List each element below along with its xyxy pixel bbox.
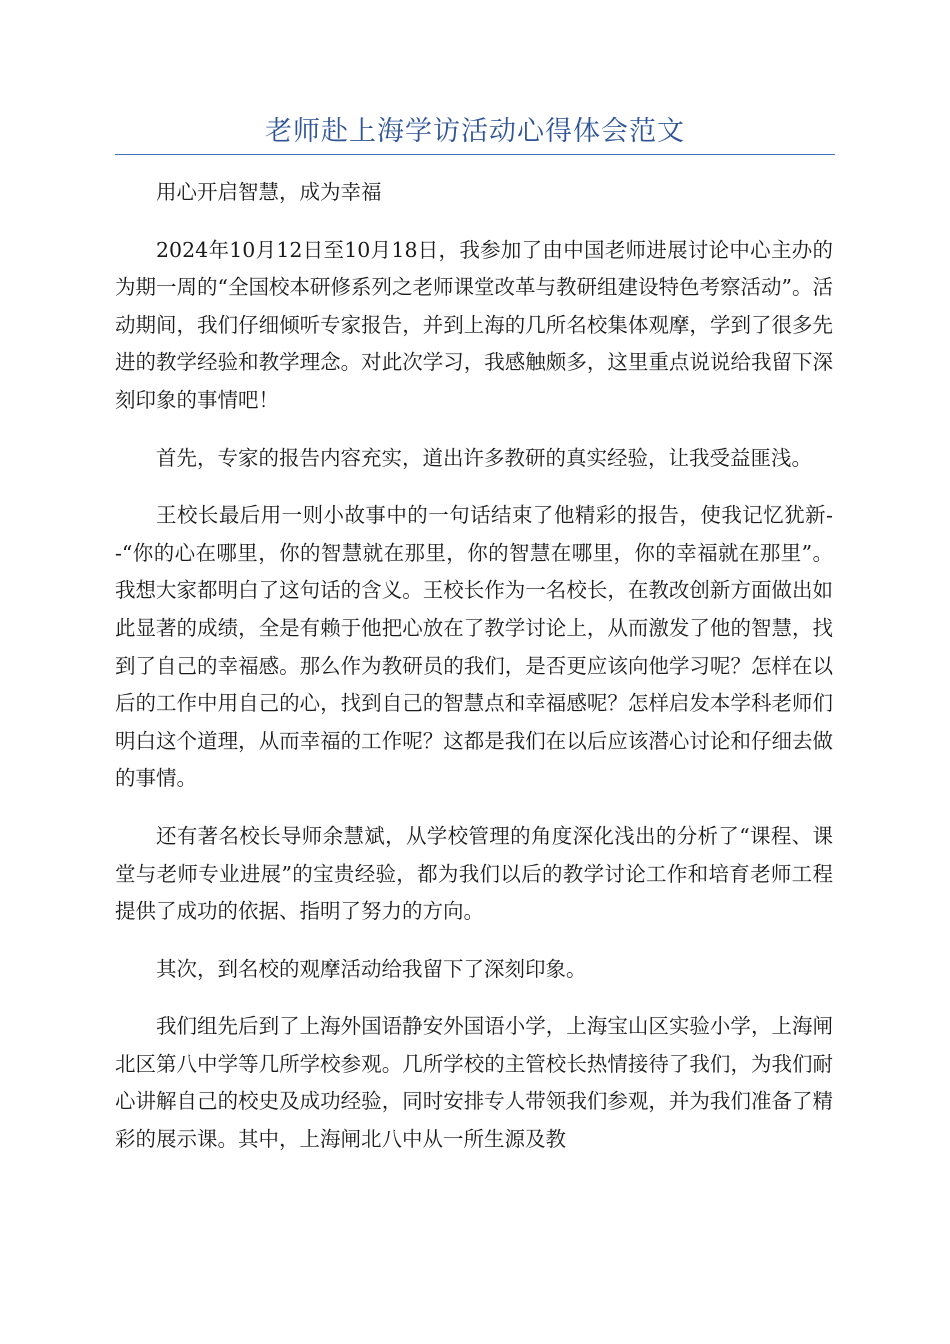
document-body (115, 174, 833, 1179)
paragraph-subtitle: 用心开启智慧，成为幸福 (156, 180, 382, 204)
document-title: 老师赴上海学访活动心得体会范文 (265, 116, 685, 147)
paragraph-observation: 其次，到名校的观摩活动给我留下了深刻印象。 (156, 956, 587, 981)
paragraph-intro: 2024年10月12日至10月18日，我参加了由中国老师进展讨论中心主办的为期一周的“全国校本研修系列之老师课堂改革与教研组建设特色考察活动”。活动期间，我们仔细倾听专家报告，并到上海的几所名校集体观摩，学到了很多先进的教学经验和教学理念。对此次学习，我感触颇多，这里重点说说给我留下深刻印象的事情吧！ (115, 237, 833, 412)
paragraph-expert-report: 首先，专家的报告内容充实，道出许多教研的真实经验，让我受益匪浅。 (156, 445, 812, 470)
paragraph-principal-wang: 王校长最后用一则小故事中的一句话结束了他精彩的报告，使我记忆犹新--“你的心在哪里，你的智慧就在那里，你的智慧在哪里，你的幸福就在那里”。我想大家都明白了这句话的含义。王校长作为一名校长，在教改创新方面做出如此显著的成绩，全是有赖于他把心放在了教学讨论上，从而激发了他的智慧，找到了自己的幸福感。那么作为教研员的我们，是否更应该向他学习呢？怎样在以后的工作中用自己的心，找到自己的智慧点和幸福感呢？怎样启发本学科老师们明白这个道理，从而幸福的工作呢？这都是我们在以后应该潜心讨论和仔细去做的事情。 (115, 503, 833, 791)
paragraph-mentor-yu: 还有著名校长导师余慧斌，从学校管理的角度深化浅出的分析了“课程、课堂与老师专业进展”的宝贵经验，都为我们以后的教学讨论工作和培育老师工程提供了成功的依据、指明了努力的方向。 (115, 823, 833, 924)
title-underline (115, 154, 835, 155)
paragraph-school-visits: 我们组先后到了上海外国语静安外国语小学，上海宝山区实验小学，上海闸北区第八中学等几所学校参观。几所学校的主管校长热情接待了我们，为我们耐心讲解自己的校史及成功经验，同时安排专人带领我们参观，并为我们准备了精彩的展示课。其中，上海闸北八中从一所生源及教 (115, 1014, 833, 1152)
